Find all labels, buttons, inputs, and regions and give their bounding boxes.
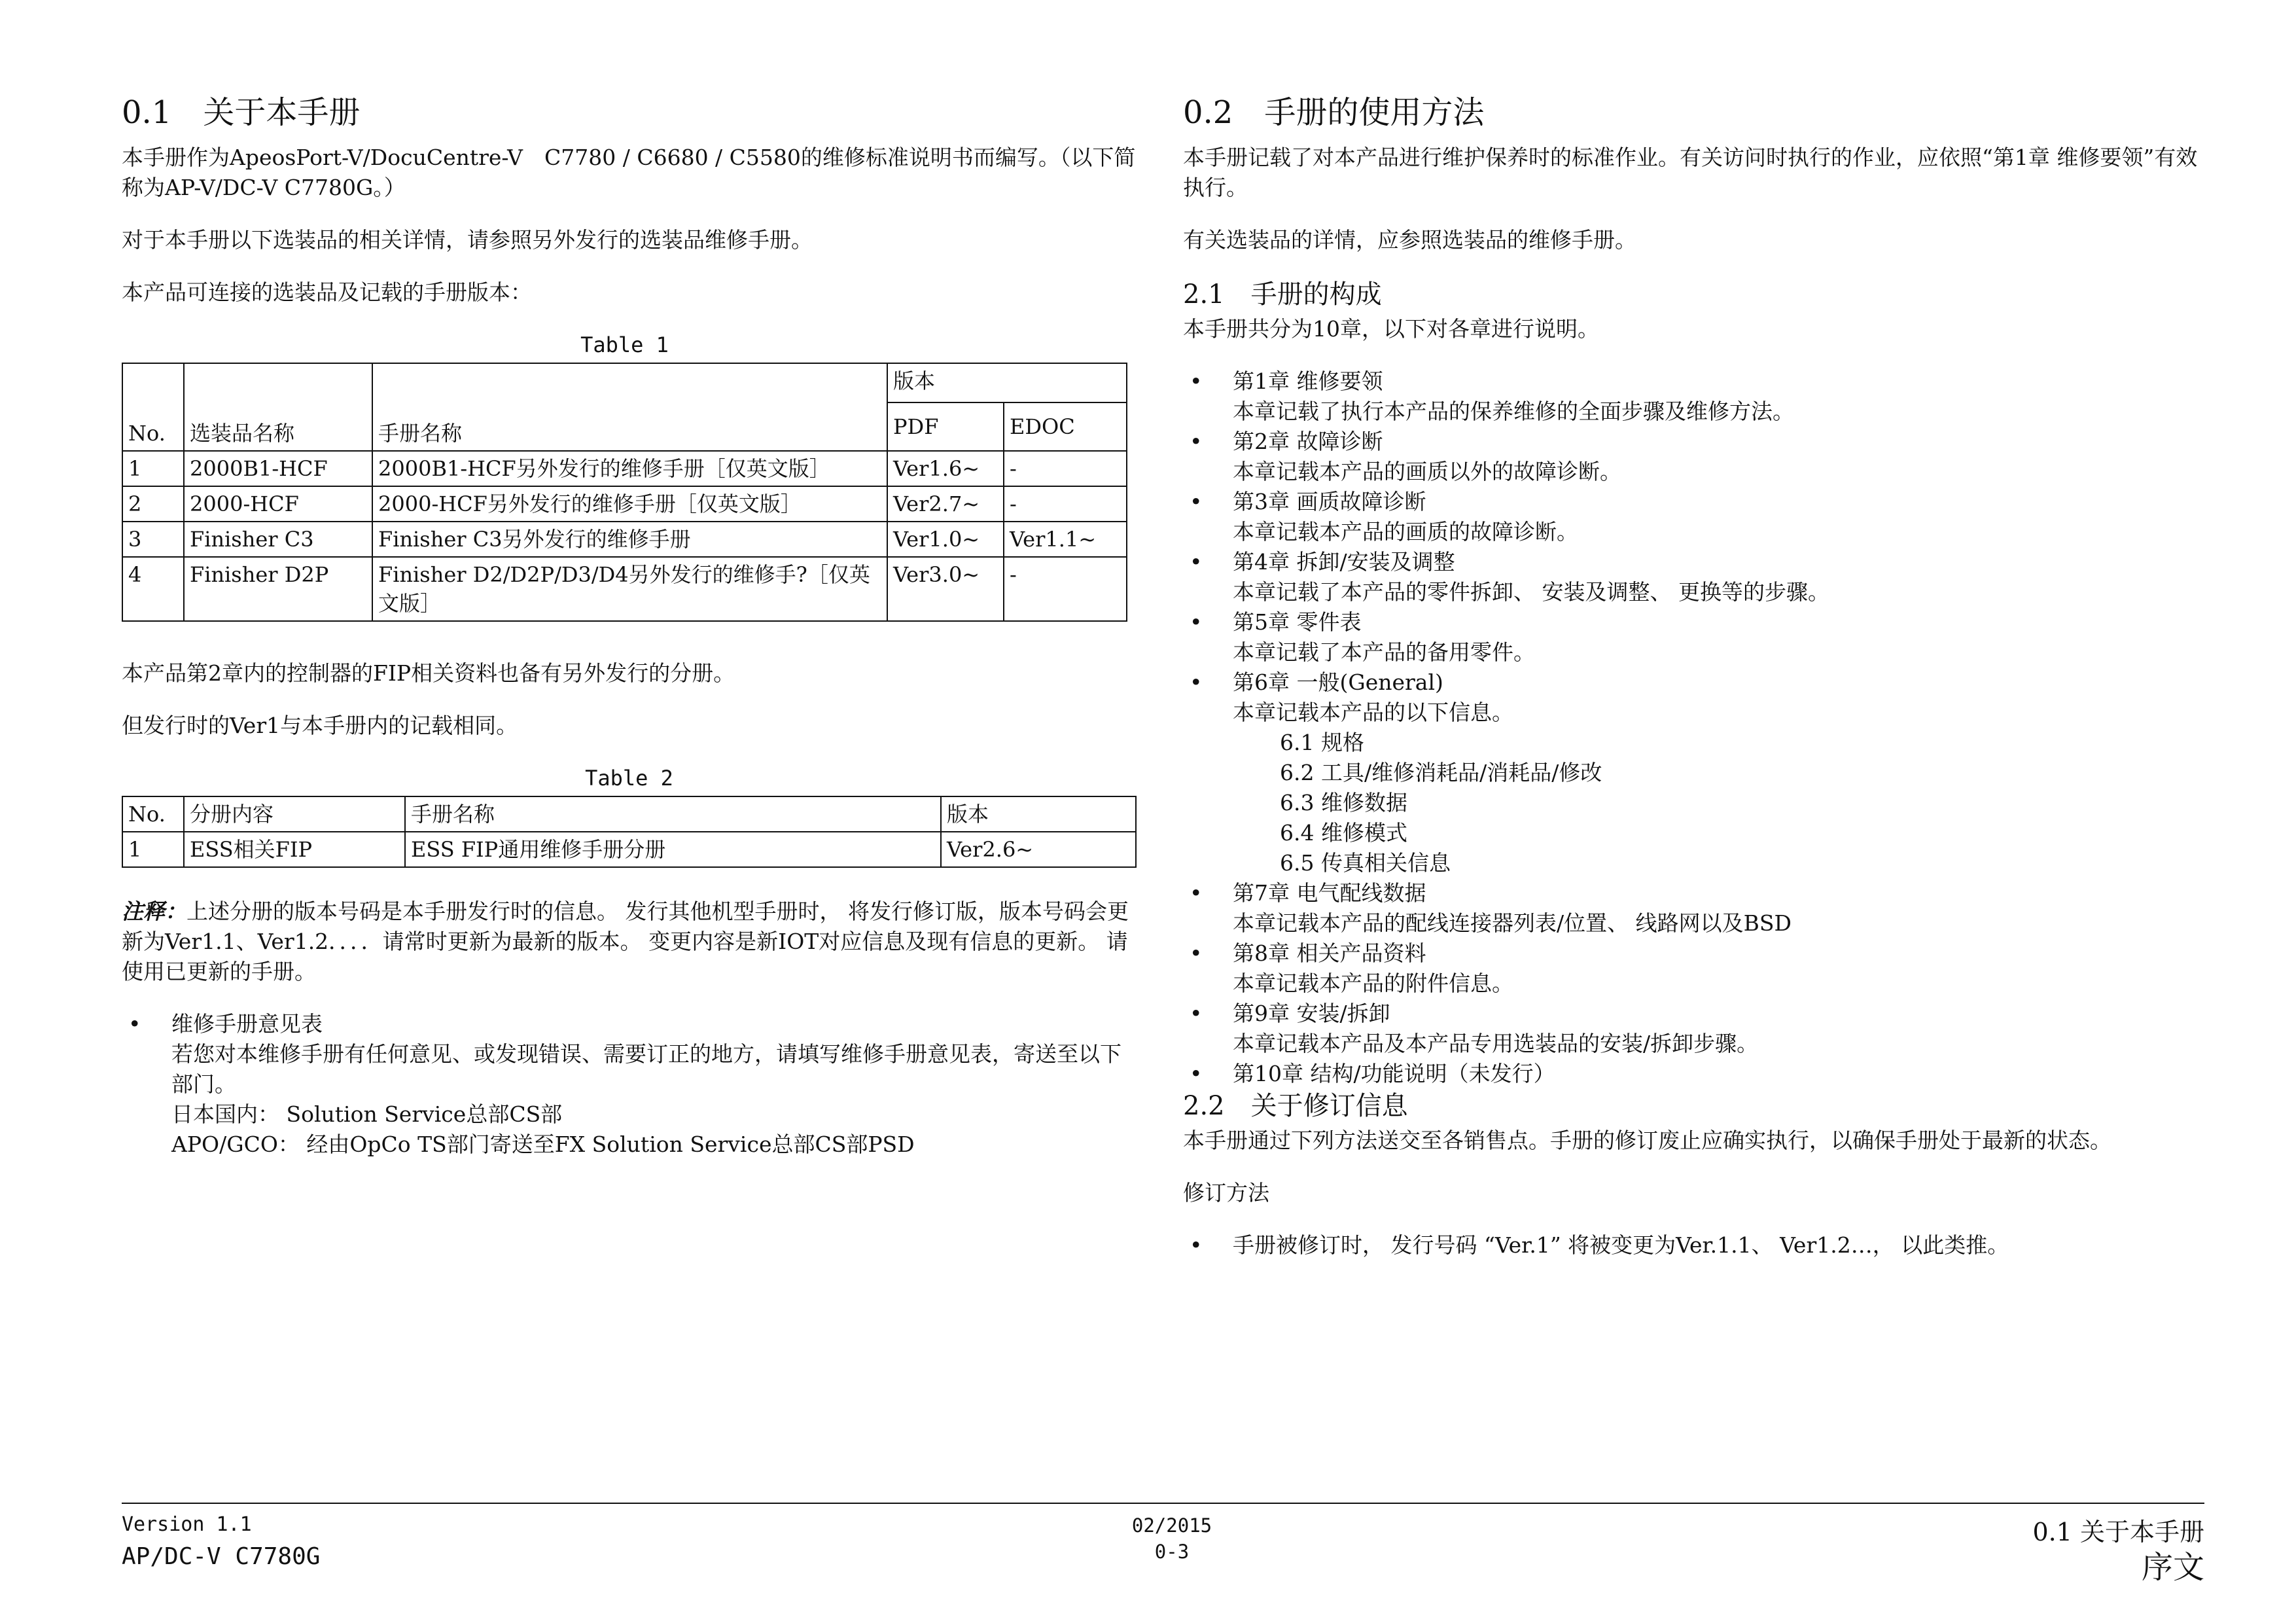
fip-volume-table — [122, 796, 1137, 868]
options-ref-paragraph: 有关选装品的详情，应参照选装品的维修手册。 — [1183, 227, 1636, 253]
chapter-title: • 第7章 电气配线数据 — [1233, 880, 1426, 906]
usage-paragraph: 本手册记载了对本产品进行维护保养时的标准作业。有关访问时执行的作业，应依照“第1章 维修要领”有效执行。 — [1183, 145, 2198, 200]
table1-header-version: 版本 — [887, 363, 1127, 402]
left-column — [122, 92, 1142, 1160]
table-cell: 4 — [122, 557, 184, 621]
note-paragraph — [122, 897, 1142, 987]
chapter-title: • 第3章 画质故障诊断 — [1233, 489, 1426, 514]
list-item — [1183, 547, 2204, 607]
chapter-desc: 本章记载本产品及本产品专用选装品的安装/拆卸步骤。 — [1233, 1031, 1759, 1056]
chapter-desc: 本章记载本产品的附件信息。 — [1233, 971, 1513, 996]
table2-header-no: No. — [122, 796, 184, 832]
chapter-title: • 第8章 相关产品资料 — [1233, 940, 1426, 966]
table2-header-manual: 手册名称 — [405, 796, 941, 832]
footer-version: Version 1.1 — [122, 1513, 252, 1536]
list-item — [1183, 999, 2204, 1059]
chapter-title: • 第1章 维修要领 — [1233, 368, 1383, 394]
list-item — [1183, 878, 2204, 938]
table-cell: Ver1.6~ — [887, 451, 1004, 486]
table-cell: Finisher C3另外发行的维修手册 — [372, 522, 887, 557]
table-row — [122, 451, 1127, 486]
table-cell: 1 — [122, 832, 184, 867]
list-item — [1183, 607, 2204, 668]
list-item — [1183, 487, 2204, 547]
table1-header-edoc: EDOC — [1004, 402, 1127, 451]
table-row — [122, 486, 1127, 522]
chapter-desc: 本章记载本产品的画质以外的故障诊断。 — [1233, 459, 1621, 484]
table1-header-no: No. — [122, 363, 184, 451]
table1-header-pdf: PDF — [887, 402, 1004, 451]
options-table — [122, 363, 1127, 622]
table1-caption: Table 1 — [580, 332, 669, 357]
table2-header-content: 分册内容 — [184, 796, 405, 832]
feedback-title: • 维修手册意见表 — [171, 1011, 323, 1037]
chapter-title: • 第4章 拆卸/安装及调整 — [1233, 549, 1455, 575]
list-item — [1183, 1059, 2204, 1089]
table-row — [122, 557, 1127, 621]
chapter6-item: 6.1 规格 — [1280, 730, 1364, 755]
table-cell: 2 — [122, 486, 184, 522]
table-cell: Finisher D2/D2P/D3/D4另外发行的维修手?［仅英文版］ — [372, 557, 887, 621]
footer-chapter: 序文 — [2141, 1549, 2204, 1586]
chapter-desc: 本章记载了本产品的零件拆卸、 安装及调整、 更换等的步骤。 — [1233, 579, 1829, 605]
chapter-desc: 本章记载了执行本产品的保养维修的全面步骤及维修方法。 — [1233, 399, 1794, 424]
chapter-desc: 本章记载本产品的画质的故障诊断。 — [1233, 519, 1578, 544]
footer-section: 0.1 关于本手册 — [2032, 1518, 2204, 1546]
chapter6-item: 6.4 维修模式 — [1280, 820, 1407, 846]
feedback-text: 若您对本维修手册有任何意见、或发现错误、需要订正的地方，请填写维修手册意见表，寄送至以下部门。 — [171, 1041, 1122, 1097]
table-cell: Ver1.0~ — [887, 522, 1004, 557]
table-cell: Ver2.7~ — [887, 486, 1004, 522]
footer-model: AP/DC-V C7780G — [122, 1543, 321, 1570]
note-label: 注释： — [122, 899, 186, 924]
dept-apo-gco: APO/GCO： 经由OpCo TS部门寄送至FX Solution Service总部CS部PSD — [171, 1132, 915, 1157]
revision-method-label: 修订方法 — [1183, 1180, 1269, 1205]
options-paragraph: 对于本手册以下选装品的相关详情，请参照另外发行的选装品维修手册。 — [122, 227, 813, 253]
list-item — [1183, 366, 2204, 427]
list-item: • 手册被修订时， 发行号码 “Ver.1” 将被变更为Ver.1.1、 Ver1.2…， 以此类推。 — [1183, 1230, 2204, 1260]
chapter-desc: 本章记载本产品的以下信息。 — [1233, 700, 1513, 725]
table-row — [122, 522, 1127, 557]
table-cell: 2000-HCF — [184, 486, 372, 522]
section-heading-0-2: 0.2 手册的使用方法 — [1183, 94, 1485, 131]
list-item — [1183, 427, 2204, 487]
feedback-list — [122, 1009, 1142, 1160]
table-cell: 2000B1-HCF另外发行的维修手册［仅英文版］ — [372, 451, 887, 486]
chapter-title: • 第5章 零件表 — [1233, 609, 1362, 635]
table2-caption: Table 2 — [585, 766, 673, 791]
table-cell: 2000-HCF另外发行的维修手册［仅英文版］ — [372, 486, 887, 522]
table-cell: - — [1004, 557, 1127, 621]
structure-paragraph: 本手册共分为10章，以下对各章进行说明。 — [1183, 316, 1599, 342]
table-row — [122, 832, 1136, 867]
table-cell: Ver3.0~ — [887, 557, 1004, 621]
subsection-heading-2-2: 2.2 关于修订信息 — [1183, 1091, 1408, 1121]
section-heading-0-1: 0.1 关于本手册 — [122, 94, 361, 131]
subsection-heading-2-1: 2.1 手册的构成 — [1183, 279, 1382, 310]
table-cell: ESS相关FIP — [184, 832, 405, 867]
chapter-desc: 本章记载了本产品的备用零件。 — [1233, 639, 1535, 665]
table-cell: 3 — [122, 522, 184, 557]
chapter-title: • 第6章 一般(General) — [1233, 669, 1443, 695]
chapter-title: • 第9章 安装/拆卸 — [1233, 1001, 1390, 1026]
table-cell: Ver1.1~ — [1004, 522, 1127, 557]
dept-japan: 日本国内： Solution Service总部CS部 — [171, 1101, 563, 1127]
list-item — [122, 1009, 1142, 1160]
list-item — [1183, 668, 2204, 878]
table-cell: Finisher D2P — [184, 557, 372, 621]
ver1-paragraph: 但发行时的Ver1与本手册内的记载相同。 — [122, 713, 518, 738]
table-cell: 1 — [122, 451, 184, 486]
table1-header-option: 选装品名称 — [184, 363, 372, 451]
fip-paragraph: 本产品第2章内的控制器的FIP相关资料也备有另外发行的分册。 — [122, 660, 735, 686]
revision-list — [1183, 1230, 2204, 1260]
list-item — [1183, 938, 2204, 999]
table-cell: Finisher C3 — [184, 522, 372, 557]
chapter6-item: 6.2 工具/维修消耗品/消耗品/修改 — [1280, 760, 1602, 785]
table2-header-version: 版本 — [941, 796, 1136, 832]
connectable-options-paragraph: 本产品可连接的选装品及记载的手册版本： — [122, 279, 532, 305]
chapter-title: • 第2章 故障诊断 — [1233, 429, 1383, 454]
table-cell: Ver2.6~ — [941, 832, 1136, 867]
page-footer — [122, 1503, 2204, 1586]
table-cell: - — [1004, 451, 1127, 486]
intro-paragraph: 本手册作为ApeosPort-V/DocuCentre-V C7780 / C6680 / C5580的维修标准说明书而编写。（以下简称为AP-V/DC-V C7780G。） — [122, 145, 1136, 200]
table-cell: 2000B1-HCF — [184, 451, 372, 486]
footer-page-number: 0-3 — [1154, 1541, 1190, 1563]
footer-date: 02/2015 — [1131, 1514, 1212, 1537]
chapter-desc: 本章记载本产品的配线连接器列表/位置、 线路网以及BSD — [1233, 910, 1792, 936]
revision-paragraph: 本手册通过下列方法送交至各销售点。手册的修订废止应确实执行，以确保手册处于最新的状态。 — [1183, 1128, 2111, 1153]
table-cell: - — [1004, 486, 1127, 522]
chapter-title: • 第10章 结构/功能说明（未发行） — [1233, 1061, 1555, 1086]
chapter6-item: 6.3 维修数据 — [1280, 790, 1407, 815]
table1-header-manual: 手册名称 — [372, 363, 887, 451]
right-column — [1183, 92, 2204, 1260]
chapter6-item: 6.5 传真相关信息 — [1280, 850, 1451, 876]
table-cell: ESS FIP通用维修手册分册 — [405, 832, 941, 867]
note-text: 上述分册的版本号码是本手册发行时的信息。 发行其他机型手册时， 将发行修订版，版本号码会更新为Ver1.1、Ver1.2．．．．请常时更新为最新的版本。 变更内容是新IOT对应信息及现有信息的更新。 请使用已更新的手册。 — [122, 899, 1129, 984]
chapter-list — [1183, 366, 2204, 1089]
